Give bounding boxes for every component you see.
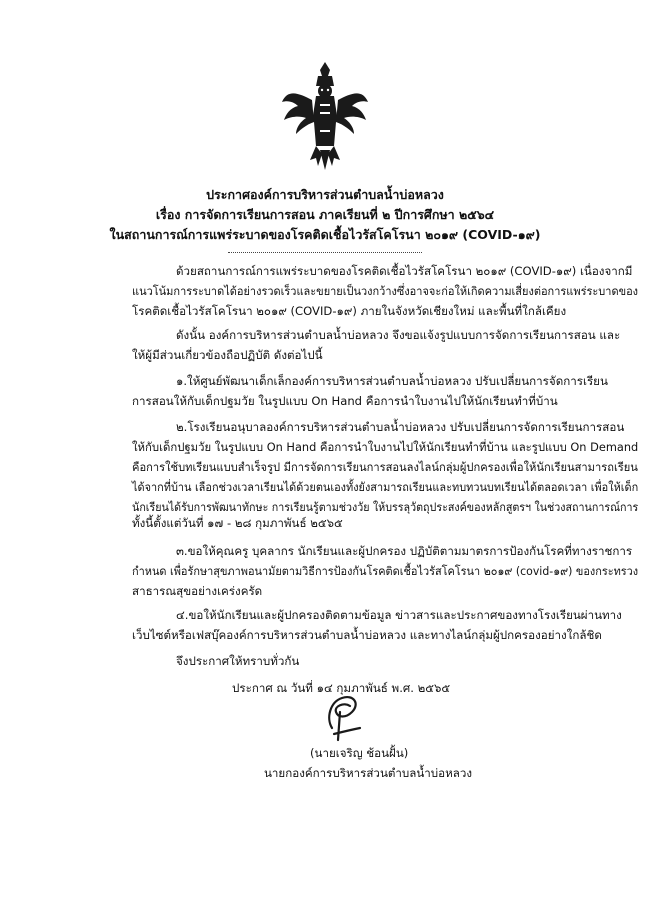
item2-line-5: นักเรียนได้รับการพัฒนาทักษะ การเรียนรู้ตามช่วงวัย ให้บรรลุวัตถุประสงค์ของหลักสูตรฯ ในช่วงสถานการณ์การ [132, 500, 639, 514]
closing-line: จึงประกาศให้ทราบทั่วกัน [176, 654, 300, 668]
item3-line-1: ๓.ขอให้คุณครู บุคลากร นักเรียนและผู้ปกครอง ปฏิบัติตามมาตรการป้องกันโรคที่ทางราชการ [176, 544, 633, 558]
item2-line-6: ทั้งนี้ตั้งแต่วันที่ ๑๗ - ๒๘ กุมภาพันธ์ ๒๕๖๕ [132, 516, 343, 530]
announcement-context: ในสถานการณ์การแพร่ระบาดของโรคติดเชื้อไวรัสโคโรนา ๒๐๑๙ (COVID-๑๙) [109, 227, 541, 242]
title-divider [228, 252, 422, 253]
announce-line-2: ให้ผู้มีส่วนเกี่ยวข้องถือปฏิบัติ ดังต่อไปนี้ [132, 348, 323, 362]
item2-line-2: ให้กับเด็กปฐมวัย ในรูปแบบ On Hand คือการนำใบงานไปให้นักเรียนทำที่บ้าน และรูปแบบ On Demand [132, 440, 639, 454]
announcement-subject: เรื่อง การจัดการเรียนการสอน ภาคเรียนที่ ๒ ปีการศึกษา ๒๕๖๔ [155, 207, 495, 222]
item2-line-3: คือการใช้บทเรียนแบบสำเร็จรูป มีการจัดการเรียนการสอนลงไลน์กลุ่มผู้ปกครองเพื่อให้นักเรียนสามารถเรียน [132, 460, 638, 474]
item4-line-1: ๔.ขอให้นักเรียนและผู้ปกครองติดตามข้อมูล ข่าวสารและประกาศของทางโรงเรียนผ่านทาง [176, 608, 622, 622]
signer-name: (นายเจริญ ช้อนฝั้น) [310, 746, 409, 760]
announce-line-1: ดังนั้น องค์การบริหารส่วนตำบลน้ำบ่อหลวง จึงขอแจ้งรูปแบบการจัดการเรียนการสอน และ [176, 328, 621, 342]
announcement-title: ประกาศองค์การบริหารส่วนตำบลน้ำบ่อหลวง [206, 187, 444, 202]
item1-line-1: ๑.ให้ศูนย์พัฒนาเด็กเล็กองค์การบริหารส่วนตำบลน้ำบ่อหลวง ปรับเปลี่ยนการจัดการเรียน [176, 374, 608, 388]
item4-line-2: เว็บไซต์หรือเฟสบุ๊คองค์การบริหารส่วนตำบลน้ำบ่อหลวง และทางไลน์กลุ่มผู้ปกครองอย่างใกล้ชิด [132, 628, 602, 642]
item3-line-3: สาธารณสุขอย่างเคร่งครัด [132, 584, 263, 598]
item2-line-4: ได้จากที่บ้าน เลือกช่วงเวลาเรียนได้ด้วยตนเองทั้งยังสามารถเรียนและทบทวนบทเรียนได้ตลอดเวลา เพื่อให้เด็ก [132, 480, 639, 494]
item2-line-1: ๒.โรงเรียนอนุบาลองค์การบริหารส่วนตำบลน้ำบ่อหลวง ปรับเปลี่ยนการจัดการเรียนการสอน [176, 420, 625, 434]
intro-line-1: ด้วยสถานการณ์การแพร่ระบาดของโรคติดเชื้อไวรัสโคโรนา ๒๐๑๙ (COVID-๑๙) เนื่องจากมี [176, 264, 633, 278]
item1-line-2: การสอนให้กับเด็กปฐมวัย ในรูปแบบ On Hand คือการนำใบงานไปให้นักเรียนทำที่บ้าน [132, 394, 558, 408]
signer-position: นายกองค์การบริหารส่วนตำบลน้ำบ่อหลวง [264, 766, 473, 780]
intro-line-2: แนวโน้มการระบาดได้อย่างรวดเร็วและขยายเป็นวงกว้างซึ่งอาจจะก่อให้เกิดความเสี่ยงต่อการแพร่ระบาดของ [132, 284, 639, 298]
garuda-emblem-icon [280, 62, 370, 172]
date-line: ประกาศ ณ วันที่ ๑๔ กุมภาพันธ์ พ.ศ. ๒๕๖๕ [232, 681, 451, 695]
handwritten-signature [316, 688, 376, 744]
intro-line-3: โรคติดเชื้อไวรัสโคโรนา ๒๐๑๙ (COVID-๑๙) ภายในจังหวัดเชียงใหม่ และพื้นที่ใกล้เคียง [132, 304, 567, 318]
item3-line-2: กำหนด เพื่อรักษาสุขภาพอนามัยตามวิธีการป้องกันโรคติดเชื้อไวรัสโคโรนา ๒๐๑๙ (covid-๑๙) ของกระทรวง [132, 564, 639, 578]
